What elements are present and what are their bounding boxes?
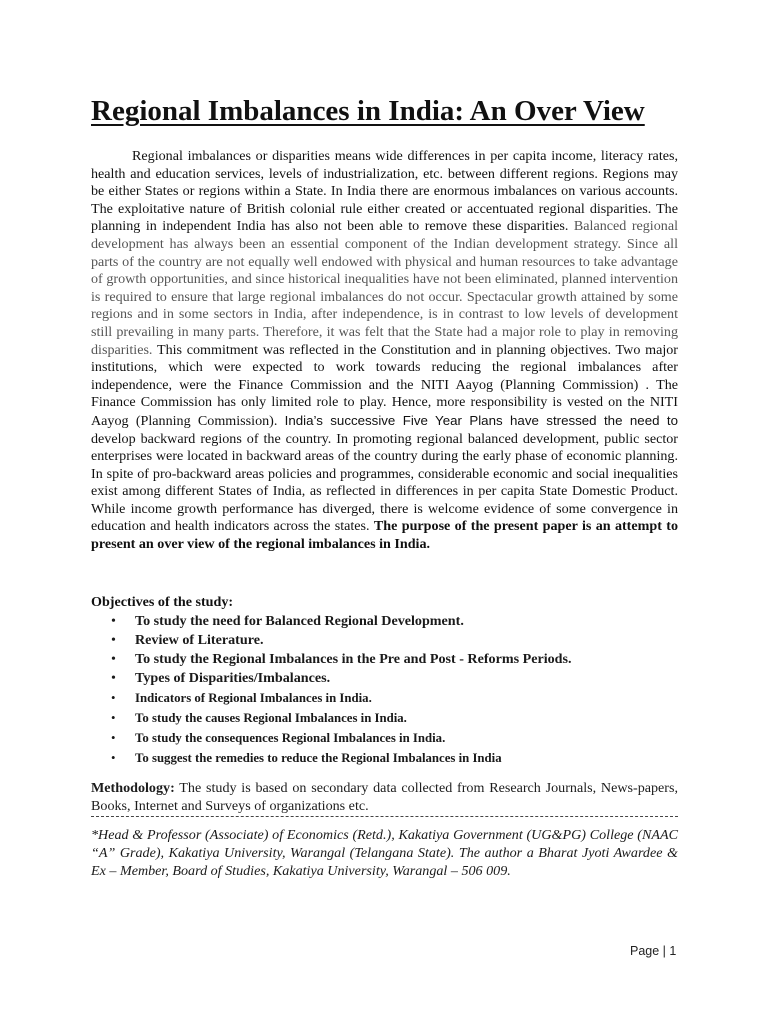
list-item-text: To study the causes Regional Imbalances in India. xyxy=(135,711,407,725)
bullet-icon: • xyxy=(111,670,116,686)
page-number: Page | 1 xyxy=(630,944,677,958)
list-item-text: Types of Disparities/Imbalances. xyxy=(135,670,331,686)
list-item-text: Review of Literature. xyxy=(135,632,264,648)
paragraph-segment-2: Balanced regional development has always been an essential component of the Indian development strategy. Since all parts of the country are not equally well endowed with physical and human resources to take advantage of growth opportunities, and since historical inequalities have not been eliminated, planned intervention is required to ensure that large regional imbalances do not occur. Spectacular growth attained by some regions and in some sectors in India, after independence, is in contrast to low levels of development still prevailing in many parts. Therefore, it was felt that the State had a major role to play in removing disparities. xyxy=(91,218,678,358)
list-item-text: To study the Regional Imbalances in the Pre and Post - Reforms Periods. xyxy=(135,651,572,667)
list-item xyxy=(111,688,671,708)
objectives-list xyxy=(111,612,671,768)
list-item xyxy=(111,650,671,669)
bullet-icon: • xyxy=(111,691,116,705)
methodology-label: Methodology: xyxy=(91,780,175,796)
list-item xyxy=(111,748,671,768)
methodology-paragraph xyxy=(91,779,678,815)
list-item xyxy=(111,728,671,748)
paragraph-segment-5: develop backward regions of the country. In promoting regional balanced development, public sector enterprises were located in backward areas of the country during the early phase of economic planning. In spite of pro-backward areas policies and programmes, considerable economic and social inequalities exist among different States of India, as reflected in differences in per capita State Domestic Product. While income growth performance has diverged, there is welcome evidence of some convergence in education and health indicators across the states. xyxy=(91,430,678,535)
methodology-text: The study is based on secondary data collected from Research Journals, News-papers, Books, Internet and Surveys of organizations etc. xyxy=(91,780,678,814)
bullet-icon: • xyxy=(111,751,116,765)
list-item-text: To suggest the remedies to reduce the Regional Imbalances in India xyxy=(135,751,502,765)
list-item xyxy=(111,708,671,728)
paragraph-segment-3: This commitment was reflected in the Constitution and in planning objectives. Two major institutions, which were expected to work towards reducing the regional imbalances after independence, were the Finance Commission and the NITI Aayog (Planning Commission) . The Finance Commission has only limited role to play. Hence, more responsibility is vested on the NITI Aayog (Planning Commission). xyxy=(91,341,678,429)
list-item-text: To study the consequences Regional Imbalances in India. xyxy=(135,731,446,745)
page-title: Regional Imbalances in India: An Over View xyxy=(91,95,645,127)
footnote-divider xyxy=(91,816,678,817)
objectives-heading: Objectives of the study: xyxy=(91,594,234,610)
intro-paragraph xyxy=(91,148,678,554)
list-item xyxy=(111,612,671,631)
bullet-icon: • xyxy=(111,613,116,629)
list-item-text: Indicators of Regional Imbalances in India. xyxy=(135,691,372,705)
list-item-text: To study the need for Balanced Regional Development. xyxy=(135,613,464,629)
purpose-statement: The purpose of the present paper is an attempt to present an over view of the regional imbalances in India. xyxy=(91,518,678,553)
list-item xyxy=(111,631,671,650)
paragraph-segment-4: India’s successive Five Year Plans have stressed the need to xyxy=(284,412,679,428)
bullet-icon: • xyxy=(111,711,116,725)
bullet-icon: • xyxy=(111,632,116,648)
bullet-icon: • xyxy=(111,731,116,745)
bullet-icon: • xyxy=(111,651,116,667)
list-item xyxy=(111,669,671,688)
paragraph-segment-1: Regional imbalances or disparities means wide differences in per capita income, literacy rates, health and education services, levels of industrialization, etc. between different regions. Regions may be either States or regions within a State. In India there are enormous imbalances on various accounts. The exploitative nature of British colonial rule either created or accentuated regional disparities. The planning in independent India has also not been able to remove these disparities. xyxy=(91,148,678,235)
author-footnote: *Head & Professor (Associate) of Economics (Retd.), Kakatiya Government (UG&PG) College (NAAC “A” Grade), Kakatiya University, Warangal (Telangana State). The author a Bharat Jyoti Awardee & Ex – Member, Board of Studies, Kakatiya University, Warangal – 506 009. xyxy=(91,827,678,879)
